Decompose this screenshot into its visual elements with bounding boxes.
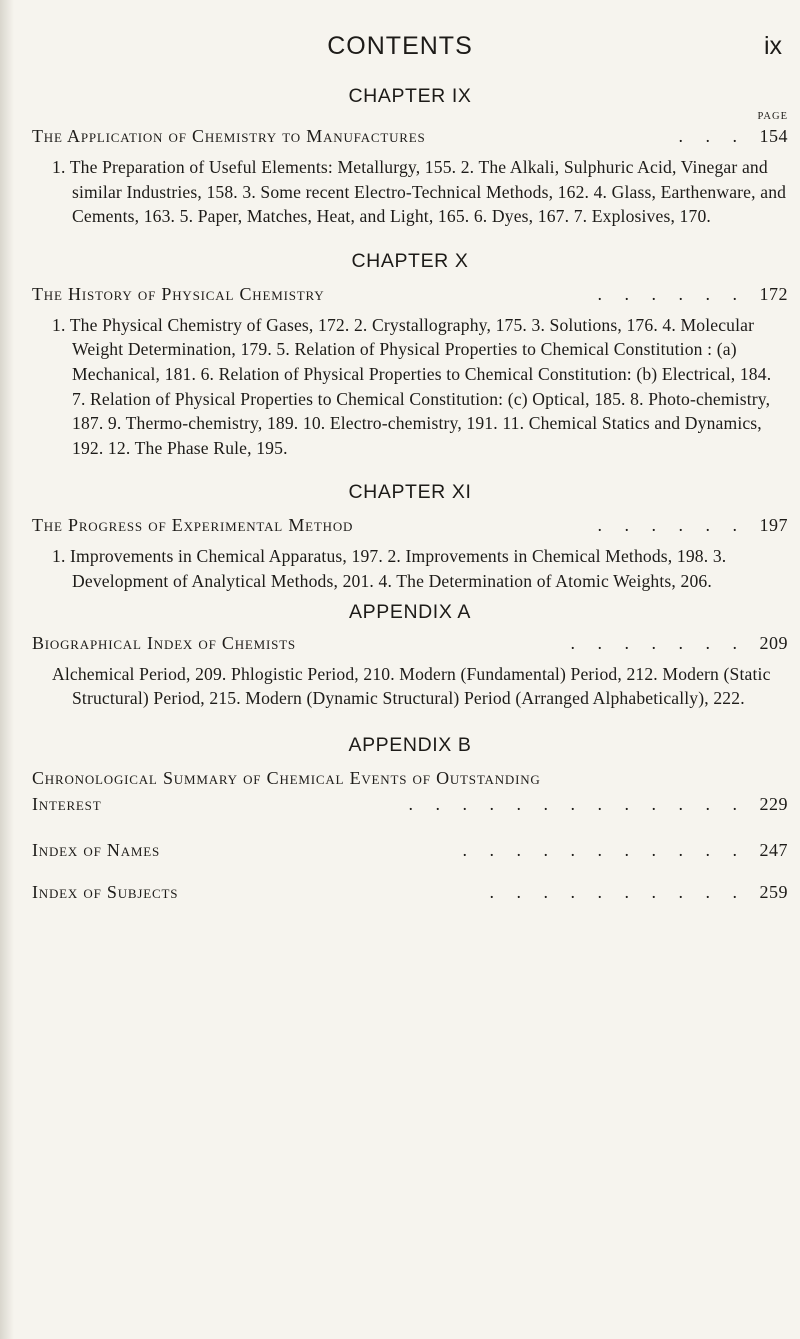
toc-entry <box>32 791 788 817</box>
toc-entry <box>32 123 788 149</box>
dot-leader: . . . . . . <box>597 283 746 304</box>
entry-title: The History of Physical Chemistry <box>32 283 325 304</box>
entry-title: The Progress of Experimental Method <box>32 515 354 536</box>
dot-leader: . . . . . . . . . . . . . <box>408 793 746 814</box>
entry-title: Index of Subjects <box>32 881 179 902</box>
appendix-heading: APPENDIX A <box>349 600 471 623</box>
entry-page: 229 <box>759 793 788 814</box>
chapter-xi-section <box>0 478 800 593</box>
chapter-x-section <box>0 247 800 461</box>
chapter-heading: CHAPTER X <box>351 249 469 272</box>
toc-entry <box>32 512 788 538</box>
appendix-heading: APPENDIX B <box>348 733 472 756</box>
entry-title-continued: Interest <box>32 793 102 814</box>
entry-description: 1. Improvements in Chemical Apparatus, 197. 2. Improvements in Chemical Methods, 198. 3. Development of Analytical Methods, 201. 4. The Determination of Atomic Weights, 206. <box>52 546 727 591</box>
chapter-heading: CHAPTER XI <box>348 481 472 504</box>
toc-entry <box>32 630 788 656</box>
entry-title: Biographical Index of Chemists <box>32 632 296 653</box>
dot-leader: . . . . . . . . . . <box>489 881 746 902</box>
appendix-b-section <box>0 731 800 817</box>
chapter-ix-section <box>0 82 800 229</box>
entry-page: 259 <box>759 881 788 902</box>
running-head <box>0 32 800 72</box>
page-number: ix <box>763 32 782 60</box>
entry-page: 154 <box>759 126 788 146</box>
entry-title: Index of Names <box>32 839 161 860</box>
dot-leader: . . . <box>678 126 746 146</box>
chapter-heading: CHAPTER IX <box>348 85 472 107</box>
toc-entry-index-names <box>32 837 788 863</box>
entry-page: 197 <box>759 515 788 536</box>
dot-leader: . . . . . . <box>597 515 746 536</box>
entry-description: 1. The Physical Chemistry of Gases, 172. 2. Crystallography, 175. 3. Solutions, 176. 4. Molecular Weight Determination, 179. 5. Relation of Physical Properties to Chemical Constitution : (a) Mechanical, 181. 6. Relation of Physical Properties to Chemical Constitution: (b) Electrical, 184. 7. Relation of Physical Properties to Chemical Constitution: (c) Optical, 185. 8. Photo-chemistry, 187. 9. Thermo-chemistry, 189. 10. Electro-chemistry, 191. 11. Chemical Statics and Dynamics, 192. 12. The Phase Rule, 195. <box>52 314 772 458</box>
toc-entry-index-subjects <box>32 879 788 905</box>
entry-title: Chronological Summary of Chemical Events of Outstanding <box>32 767 541 788</box>
dot-leader: . . . . . . . . . . . <box>462 839 746 860</box>
entry-title: The Application of Chemistry to Manufactures <box>32 126 426 146</box>
dot-leader: . . . . . . . <box>570 632 746 653</box>
toc-entry-line <box>32 765 788 791</box>
entry-description: 1. The Preparation of Useful Elements: Metallurgy, 155. 2. The Alkali, Sulphuric Acid, Vinegar and similar Industries, 158. 3. Some recent Electro-Technical Methods, 162. 4. Glass, Earthenware, and Cements, 163. 5. Paper, Matches, Heat, and Light, 165. 6. Dyes, 167. 7. Explosives, 170. <box>52 157 787 227</box>
toc-entry <box>32 281 788 307</box>
entry-page: 209 <box>759 632 788 653</box>
entry-page: 247 <box>759 839 788 860</box>
running-head-title: CONTENTS <box>327 32 473 60</box>
appendix-a-section <box>0 598 800 711</box>
entry-page: 172 <box>759 283 788 304</box>
entry-description: Alchemical Period, 209. Phlogistic Period, 210. Modern (Fundamental) Period, 212. Modern (Static Structural) Period, 215. Modern (Dynamic Structural) Period (Arranged Alphabetically), 222. <box>52 663 771 709</box>
contents-list <box>0 82 800 905</box>
page-column-label: PAGE <box>757 111 788 122</box>
